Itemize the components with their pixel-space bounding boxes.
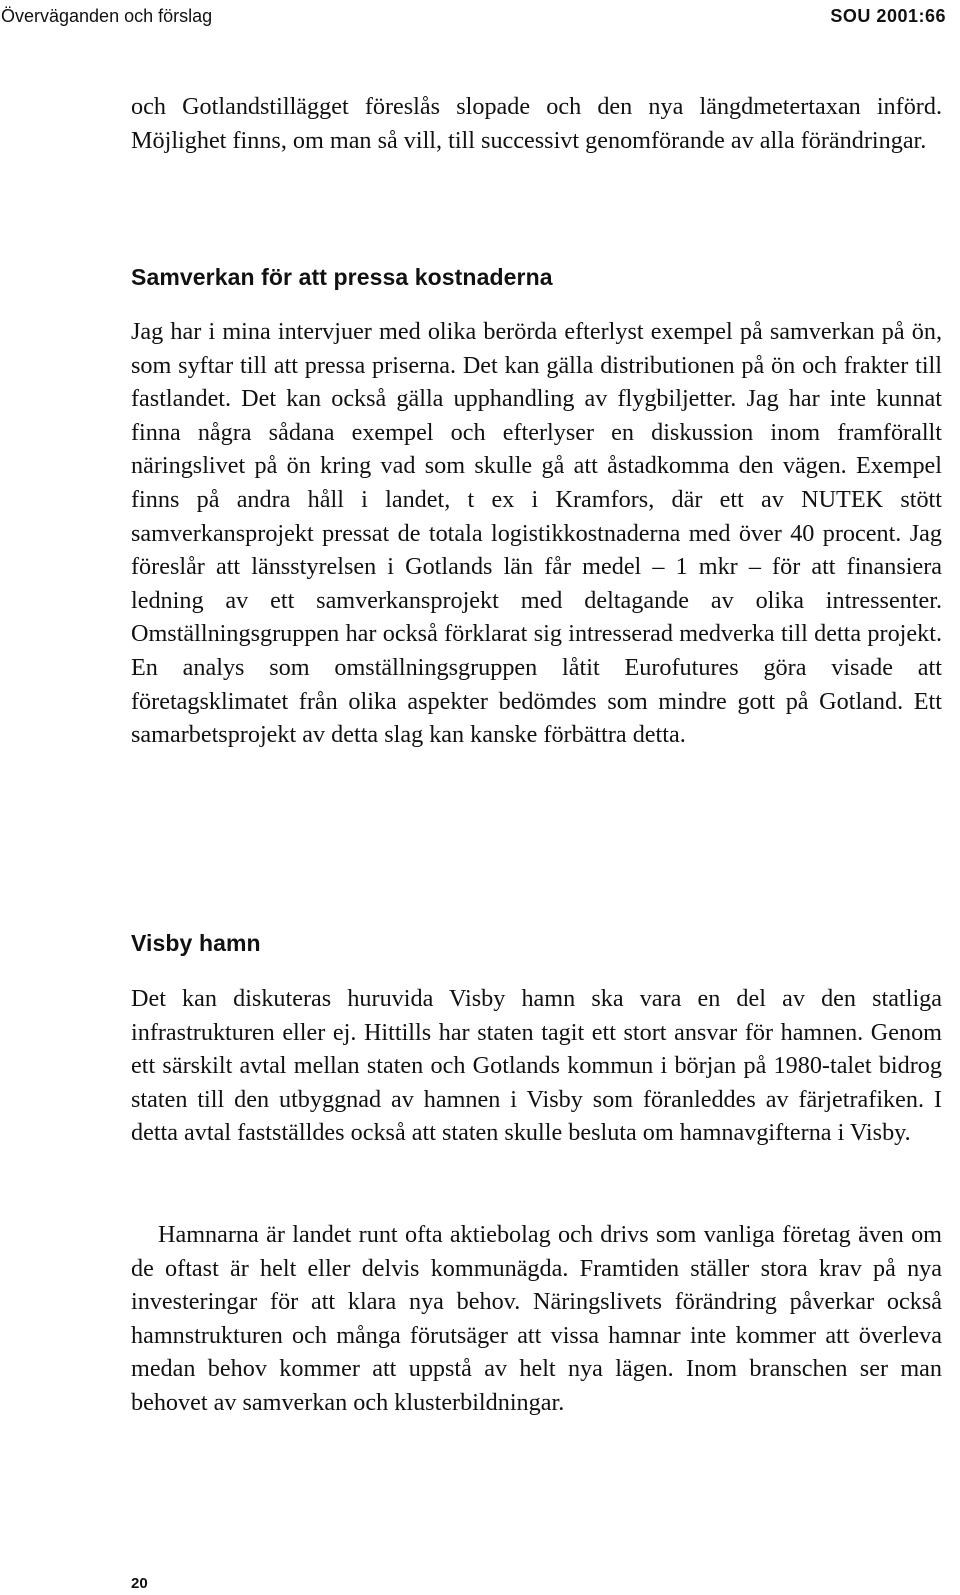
- running-header: [0, 3, 946, 29]
- paragraph-intro: och Gotlandstillägget föreslås slopade och den nya längdmetertaxan införd. Möjlighet finns, om man så vill, till successivt genomförande av alla förändringar.: [131, 93, 942, 154]
- paragraph-visby-hamn-1: Det kan diskuteras huruvida Visby hamn ska vara en del av den statliga infrastrukturen eller ej. Hittills har staten tagit ett stort ansvar för hamnen. Genom ett särskilt avtal mellan staten och Gotlands kommun i början på 1980-talet bidrog staten till den utbyggnad av hamnen i Visby som föranleddes av färjetrafiken. I detta avtal fastställdes också att staten skulle besluta om hamnavgifterna i Visby.: [131, 985, 942, 1147]
- header-chapter-title: Överväganden och förslag: [1, 6, 213, 26]
- paragraph-samverkan: Jag har i mina intervjuer med olika berörda efterlyst exempel på samverkan på ön, som syftar till att pressa priserna. Det kan gälla distributionen på ön och frakter till fastlandet. Det kan också gälla upphandling av flygbiljetter. Jag har inte kunnat finna några sådana exempel och efterlyser en diskussion inom framförallt näringslivet på ön kring vad som skulle gå att åstadkomma den vägen. Exempel finns på andra håll i landet, t ex i Kramfors, där ett av NUTEK stött samverkansprojekt pressat de totala logistikkostnaderna med över 40 procent. Jag föreslår att länsstyrelsen i Gotlands län får medel – 1 mkr – för att finansiera ledning av ett samverkansprojekt med deltagande av olika intressenter. Omställningsgruppen har också förklarat sig intresserad medverka till detta projekt. En analys som omställningsgruppen låtit Eurofutures göra visade att företagsklimatet från olika aspekter bedömdes som mindre gott på Gotland. Ett samarbetsprojekt av detta slag kan kanske förbättra detta.: [131, 318, 942, 749]
- paragraph-visby-hamn-2: Hamnarna är landet runt ofta aktiebolag och drivs som vanliga företag även om de oftast är helt eller delvis kommunägda. Framtiden ställer stora krav på nya investeringar för att klara nya behov. Näringslivets förändring påverkar också hamnstrukturen och många förutsäger att vissa hamnar inte kommer att överleva medan behov kommer att uppstå av helt nya lägen. Inom branschen ser man behovet av samverkan och klusterbildningar.: [131, 1221, 942, 1416]
- page-number: 20: [131, 1575, 148, 1592]
- header-document-id: SOU 2001:66: [830, 6, 946, 26]
- section-heading-samverkan: Samverkan för att pressa kostnaderna: [131, 264, 553, 290]
- section-heading-visby-hamn: Visby hamn: [131, 930, 261, 956]
